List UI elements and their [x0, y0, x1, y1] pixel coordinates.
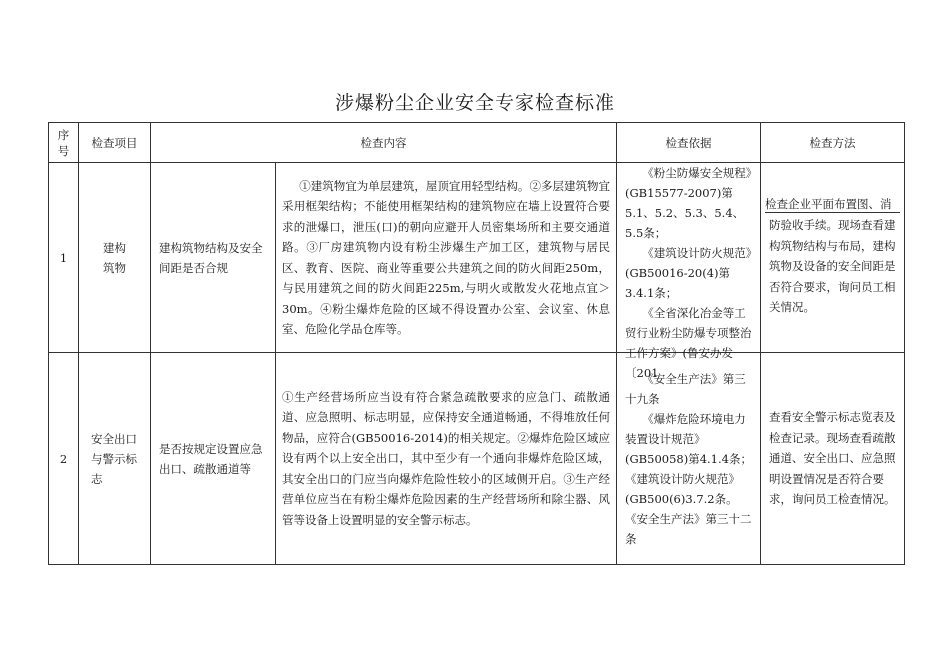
table-row	[49, 353, 905, 565]
inspection-standard-table	[48, 122, 905, 565]
basis-paragraph: 《粉尘防爆安全规程》(GB15577-2007)第5.1、5.2、5.3、5.4、5.5条；	[625, 166, 752, 240]
basis-paragraph: 《安全生产法》第三十九条	[625, 371, 746, 406]
header-method: 检查方法	[761, 123, 905, 163]
page-title: 涉爆粉尘企业安全专家检查标准	[334, 92, 615, 114]
row-method: 查看安全警示标志览表及检查记录。现场查看疏散通道、安全出口、应急照明设置情况是否符合要求，询问员工检查情况。	[761, 353, 905, 565]
row-content	[276, 353, 617, 565]
row-basis	[617, 353, 761, 565]
header-seq-line1: 序	[57, 127, 70, 142]
row-method	[761, 163, 905, 353]
row-item-line1: 建构	[103, 240, 126, 255]
basis-paragraph: 《爆炸危险环境电力装置设计规范》(GB50058)第4.1.4条；《建筑设计防火规范》(GB500(6)3.7.2条。《安全生产法》第三十二条	[625, 411, 752, 546]
header-content: 检查内容	[151, 123, 617, 163]
header-basis: 检查依据	[617, 123, 761, 163]
row-basis	[617, 163, 761, 380]
header-item: 检查项目	[79, 123, 151, 163]
row-item	[79, 163, 151, 353]
row-content	[276, 163, 617, 353]
header-seq-line2: 号	[57, 143, 70, 158]
row-sub-item: 是否按规定设置应急出口、疏散通道等	[151, 353, 276, 565]
row-sub-item: 建构筑物结构及安全间距是否合规	[151, 163, 276, 353]
row-content-text: ①建筑物宜为单层建筑，屋顶宜用轻型结构。②多层建筑物宜采用框架结构；不能使用框架结构的建筑物应在墙上设置符合要求的泄爆口，泄压(口)的朝向应避开人员密集场所和主要交通道路。③厂房建筑物内设有粉尘涉爆生产加工区，建筑物与居民区、教育、医院、商业等重要公共建筑之间的防火间距250m，与民用建筑之间的防火间距225m,与明火或散发火花地点宜＞30m。④粉尘爆炸危险的区域不得设置办公室、会议室、休息室、危险化学品仓库等。	[282, 178, 610, 336]
table-row	[49, 163, 905, 353]
basis-paragraph: 《全省深化冶金等工贸行业粉尘防爆专项整治工作方案》(鲁安办发〔201	[625, 306, 752, 380]
row-seq: 1	[49, 163, 79, 353]
row-item: 安全出口与警示标志	[79, 353, 151, 565]
method-text: 防验收手续。现场查看建构筑物结构与布局，建构筑物及设备的安全间距是否符合要求，询问员工相关情况。	[769, 218, 896, 314]
header-seq	[49, 123, 79, 163]
table-header-row	[49, 123, 905, 163]
row-item-line2: 筑物	[103, 260, 126, 275]
row-seq: 2	[49, 353, 79, 565]
basis-paragraph: 《建筑设计防火规范》(GB50016-20(4)第3.4.1条；	[625, 246, 752, 300]
method-first-line: 检查企业平面布置图、消	[765, 196, 900, 213]
row-content-text: ①生产经营场所应当设有符合紧急疏散要求的应急门、疏散通道、应急照明、标志明显，应保持安全通道畅通，不得堆放任何物品，应符合(GB50016-2014)的相关规定。②爆炸危险区域应设有两个以上安全出口，其中至少有一个通向非爆炸危险区域，其安全出口的门应当向爆炸危险性较小的区域侧开启。③生产经营单位应当在有粉尘爆炸危险因素的生产经营场所和除尘器、风管等设备上设置明显的安全警示标志。	[282, 389, 610, 527]
